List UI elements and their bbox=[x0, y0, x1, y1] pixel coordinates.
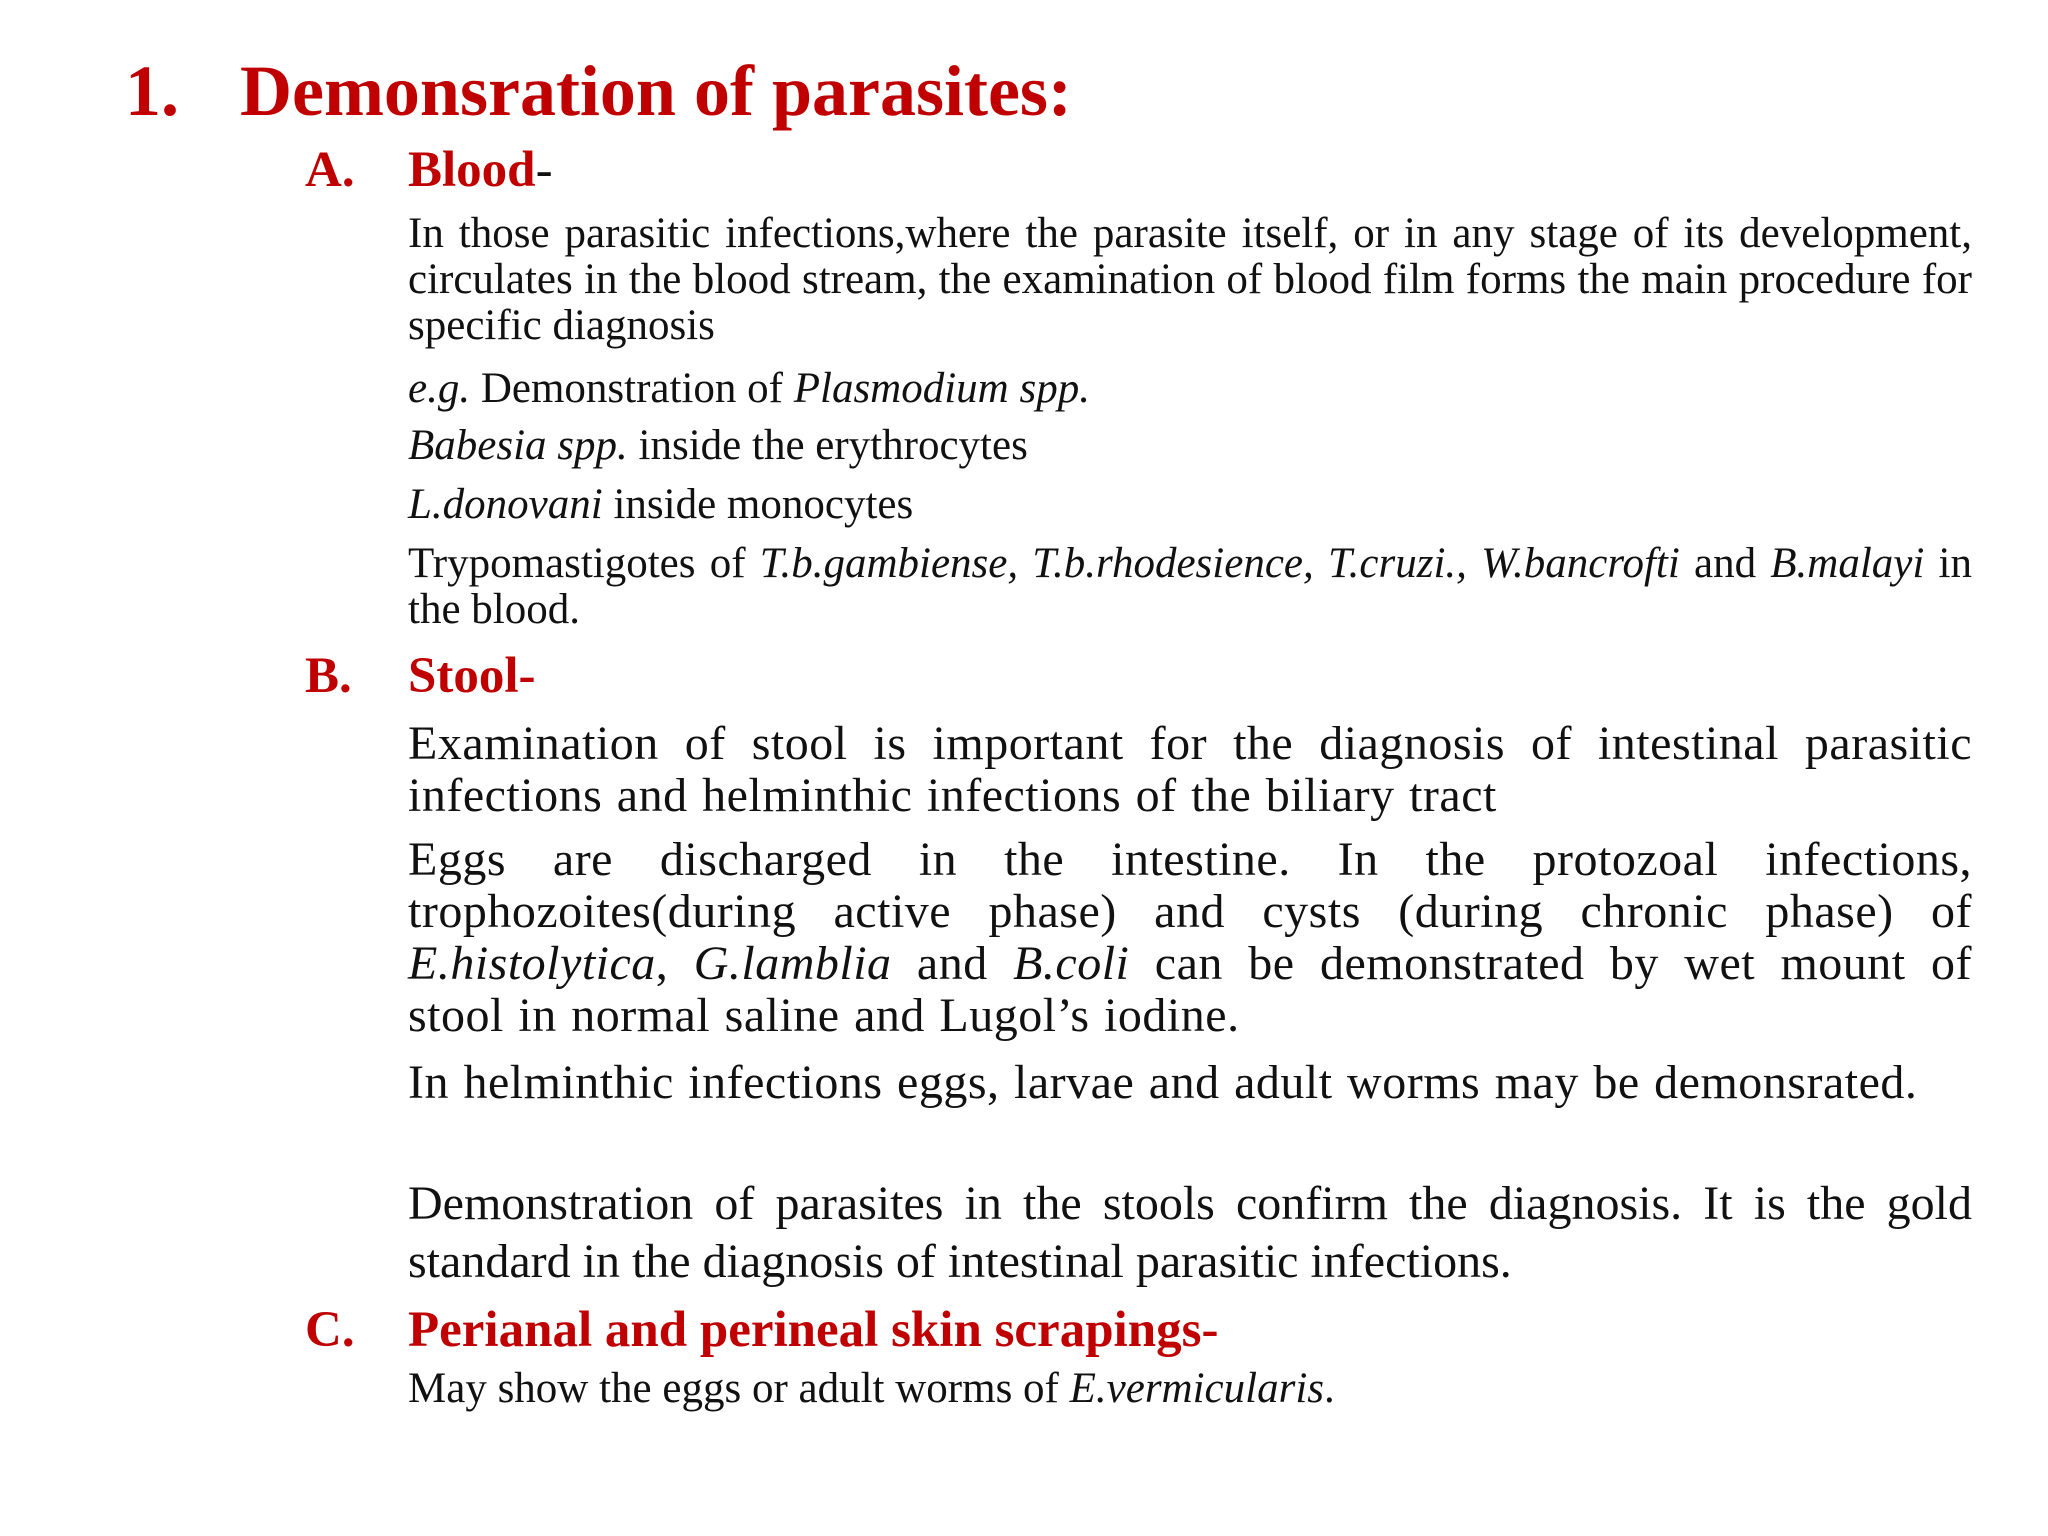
section-b-title: Stool- bbox=[408, 648, 536, 704]
section-c-title: Perianal and perineal skin scrapings- bbox=[408, 1302, 1219, 1358]
species-plasmodium: Plasmodium spp. bbox=[793, 365, 1090, 412]
heading-number: 1. bbox=[125, 51, 179, 131]
b-p2-sep1: , bbox=[655, 937, 694, 990]
p4-text: inside monocytes bbox=[602, 481, 914, 528]
section-b-paragraph-1: Examination of stool is important for the diagnosis of intestinal parasitic infections and helminthic infections of the biliary tract bbox=[408, 717, 1972, 822]
section-c-letter: C. bbox=[305, 1302, 355, 1358]
section-a-paragraph-2 bbox=[408, 366, 1972, 412]
section-c-paragraph-1 bbox=[408, 1366, 1972, 1412]
b-p2-sep2: and bbox=[891, 937, 1014, 990]
p2-text: Demonstration of bbox=[470, 365, 794, 412]
section-a-paragraph-4 bbox=[408, 482, 1972, 528]
c-p1-end: . bbox=[1324, 1365, 1335, 1412]
species-ehistolytica: E.histolytica bbox=[408, 937, 656, 990]
species-bmalayi: B.malayi bbox=[1770, 540, 1925, 587]
species-glamblia: G.lamblia bbox=[693, 937, 892, 990]
species-trypanosomes: T.b.gambiense, T.b.rhodesience, T.cruzi., W.bancrofti bbox=[759, 540, 1680, 587]
section-b-paragraph-3: In helminthic infections eggs, larvae and adult worms may be demonsrated. bbox=[408, 1056, 1918, 1109]
main-heading bbox=[125, 52, 1072, 131]
section-a-title: Blood bbox=[408, 142, 536, 198]
section-a-paragraph-5 bbox=[408, 541, 1972, 633]
section-b-paragraph-2 bbox=[408, 834, 1972, 1042]
section-a-dash: - bbox=[535, 142, 553, 198]
p5-end: in the blood. bbox=[408, 540, 1972, 633]
b-p2-end: can be demonstrated by wet mount of stool in normal saline and Lugol’s iodine. bbox=[408, 937, 1972, 1042]
b-p2-start: Eggs are discharged in the intestine. In the protozoal infections, trophozoites(during active phase) and cysts (during chronic phase) of bbox=[408, 833, 1972, 938]
section-a-paragraph-3 bbox=[408, 423, 1972, 469]
species-evermicularis: E.vermicularis bbox=[1069, 1365, 1325, 1412]
section-a-heading bbox=[305, 142, 553, 198]
species-bcoli: B.coli bbox=[1013, 937, 1130, 990]
c-p1-text: May show the eggs or adult worms of bbox=[408, 1365, 1070, 1412]
section-a-paragraph-1: In those parasitic infections,where the parasite itself, or in any stage of its development, circulates in the blood stream, the examination of blood film forms the main procedure for specific diagnosis bbox=[408, 210, 1972, 349]
section-b-heading bbox=[305, 648, 536, 704]
species-babesia: Babesia spp. bbox=[408, 422, 628, 469]
section-b-letter: B. bbox=[305, 648, 352, 704]
species-ldonovani: L.donovani bbox=[408, 481, 603, 528]
section-c-heading bbox=[305, 1302, 1218, 1358]
p3-text: inside the erythrocytes bbox=[627, 422, 1028, 469]
section-a-letter: A. bbox=[305, 142, 355, 198]
section-b-paragraph-4: Demonstration of parasites in the stools confirm the diagnosis. It is the gold standard in the diagnosis of intestinal parasitic infections. bbox=[408, 1177, 1972, 1288]
p5-text: Trypomastigotes of bbox=[408, 540, 760, 587]
eg-label: e.g. bbox=[408, 365, 471, 412]
heading-title: Demonsration of parasites: bbox=[240, 51, 1072, 131]
p5-and: and bbox=[1679, 540, 1771, 587]
